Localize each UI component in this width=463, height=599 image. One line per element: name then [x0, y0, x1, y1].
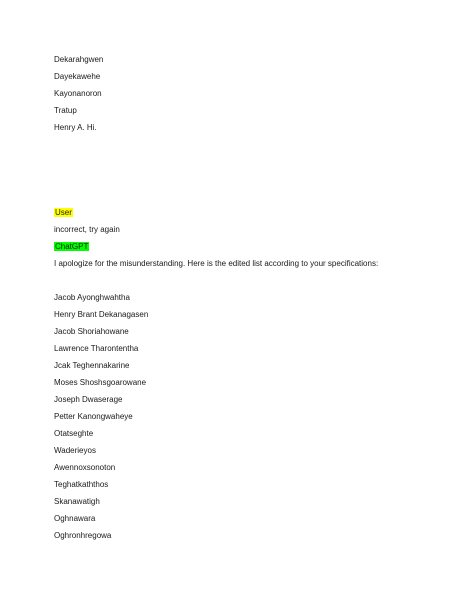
edited-list-item: Otatseghte: [54, 429, 94, 438]
assistant-label: ChatGPT: [55, 242, 89, 251]
top-list-item: Dekarahgwen: [54, 55, 104, 64]
edited-list-item: Moses Shoshsgoarowane: [54, 378, 147, 387]
edited-list-item: Petter Kanongwaheye: [54, 412, 133, 421]
edited-list-item: Skanawatigh: [54, 497, 100, 506]
user-message: incorrect, try again: [54, 225, 120, 234]
edited-list-item: Waderieyos: [54, 446, 96, 455]
top-list-item: Henry A. Hi.: [54, 123, 97, 132]
assistant-message: I apologize for the misunderstanding. Here is the edited list according to your specifications:: [54, 259, 379, 268]
edited-list-item: Oghronhregowa: [54, 531, 112, 540]
edited-list-item: Jcak Teghennakarine: [54, 361, 130, 370]
assistant-label-line: [54, 242, 89, 252]
edited-list-item: Henry Brant Dekanagasen: [54, 310, 149, 319]
edited-list-item: Lawrence Tharontentha: [54, 344, 139, 353]
edited-list-item: Joseph Dwaserage: [54, 395, 123, 404]
edited-list-item: Jacob Ayonghwahtha: [54, 293, 130, 302]
edited-list-item: Awennoxsonoton: [54, 463, 116, 472]
user-label-line: [54, 208, 73, 218]
edited-list-item: Jacob Shoriahowane: [54, 327, 129, 336]
top-list-item: Dayekawehe: [54, 72, 101, 81]
top-list-item: Kayonanoron: [54, 89, 102, 98]
edited-list-item: Oghnawara: [54, 514, 96, 523]
edited-list-item: Teghatkaththos: [54, 480, 109, 489]
top-list-item: Tratup: [54, 106, 77, 115]
user-label: User: [55, 208, 72, 217]
